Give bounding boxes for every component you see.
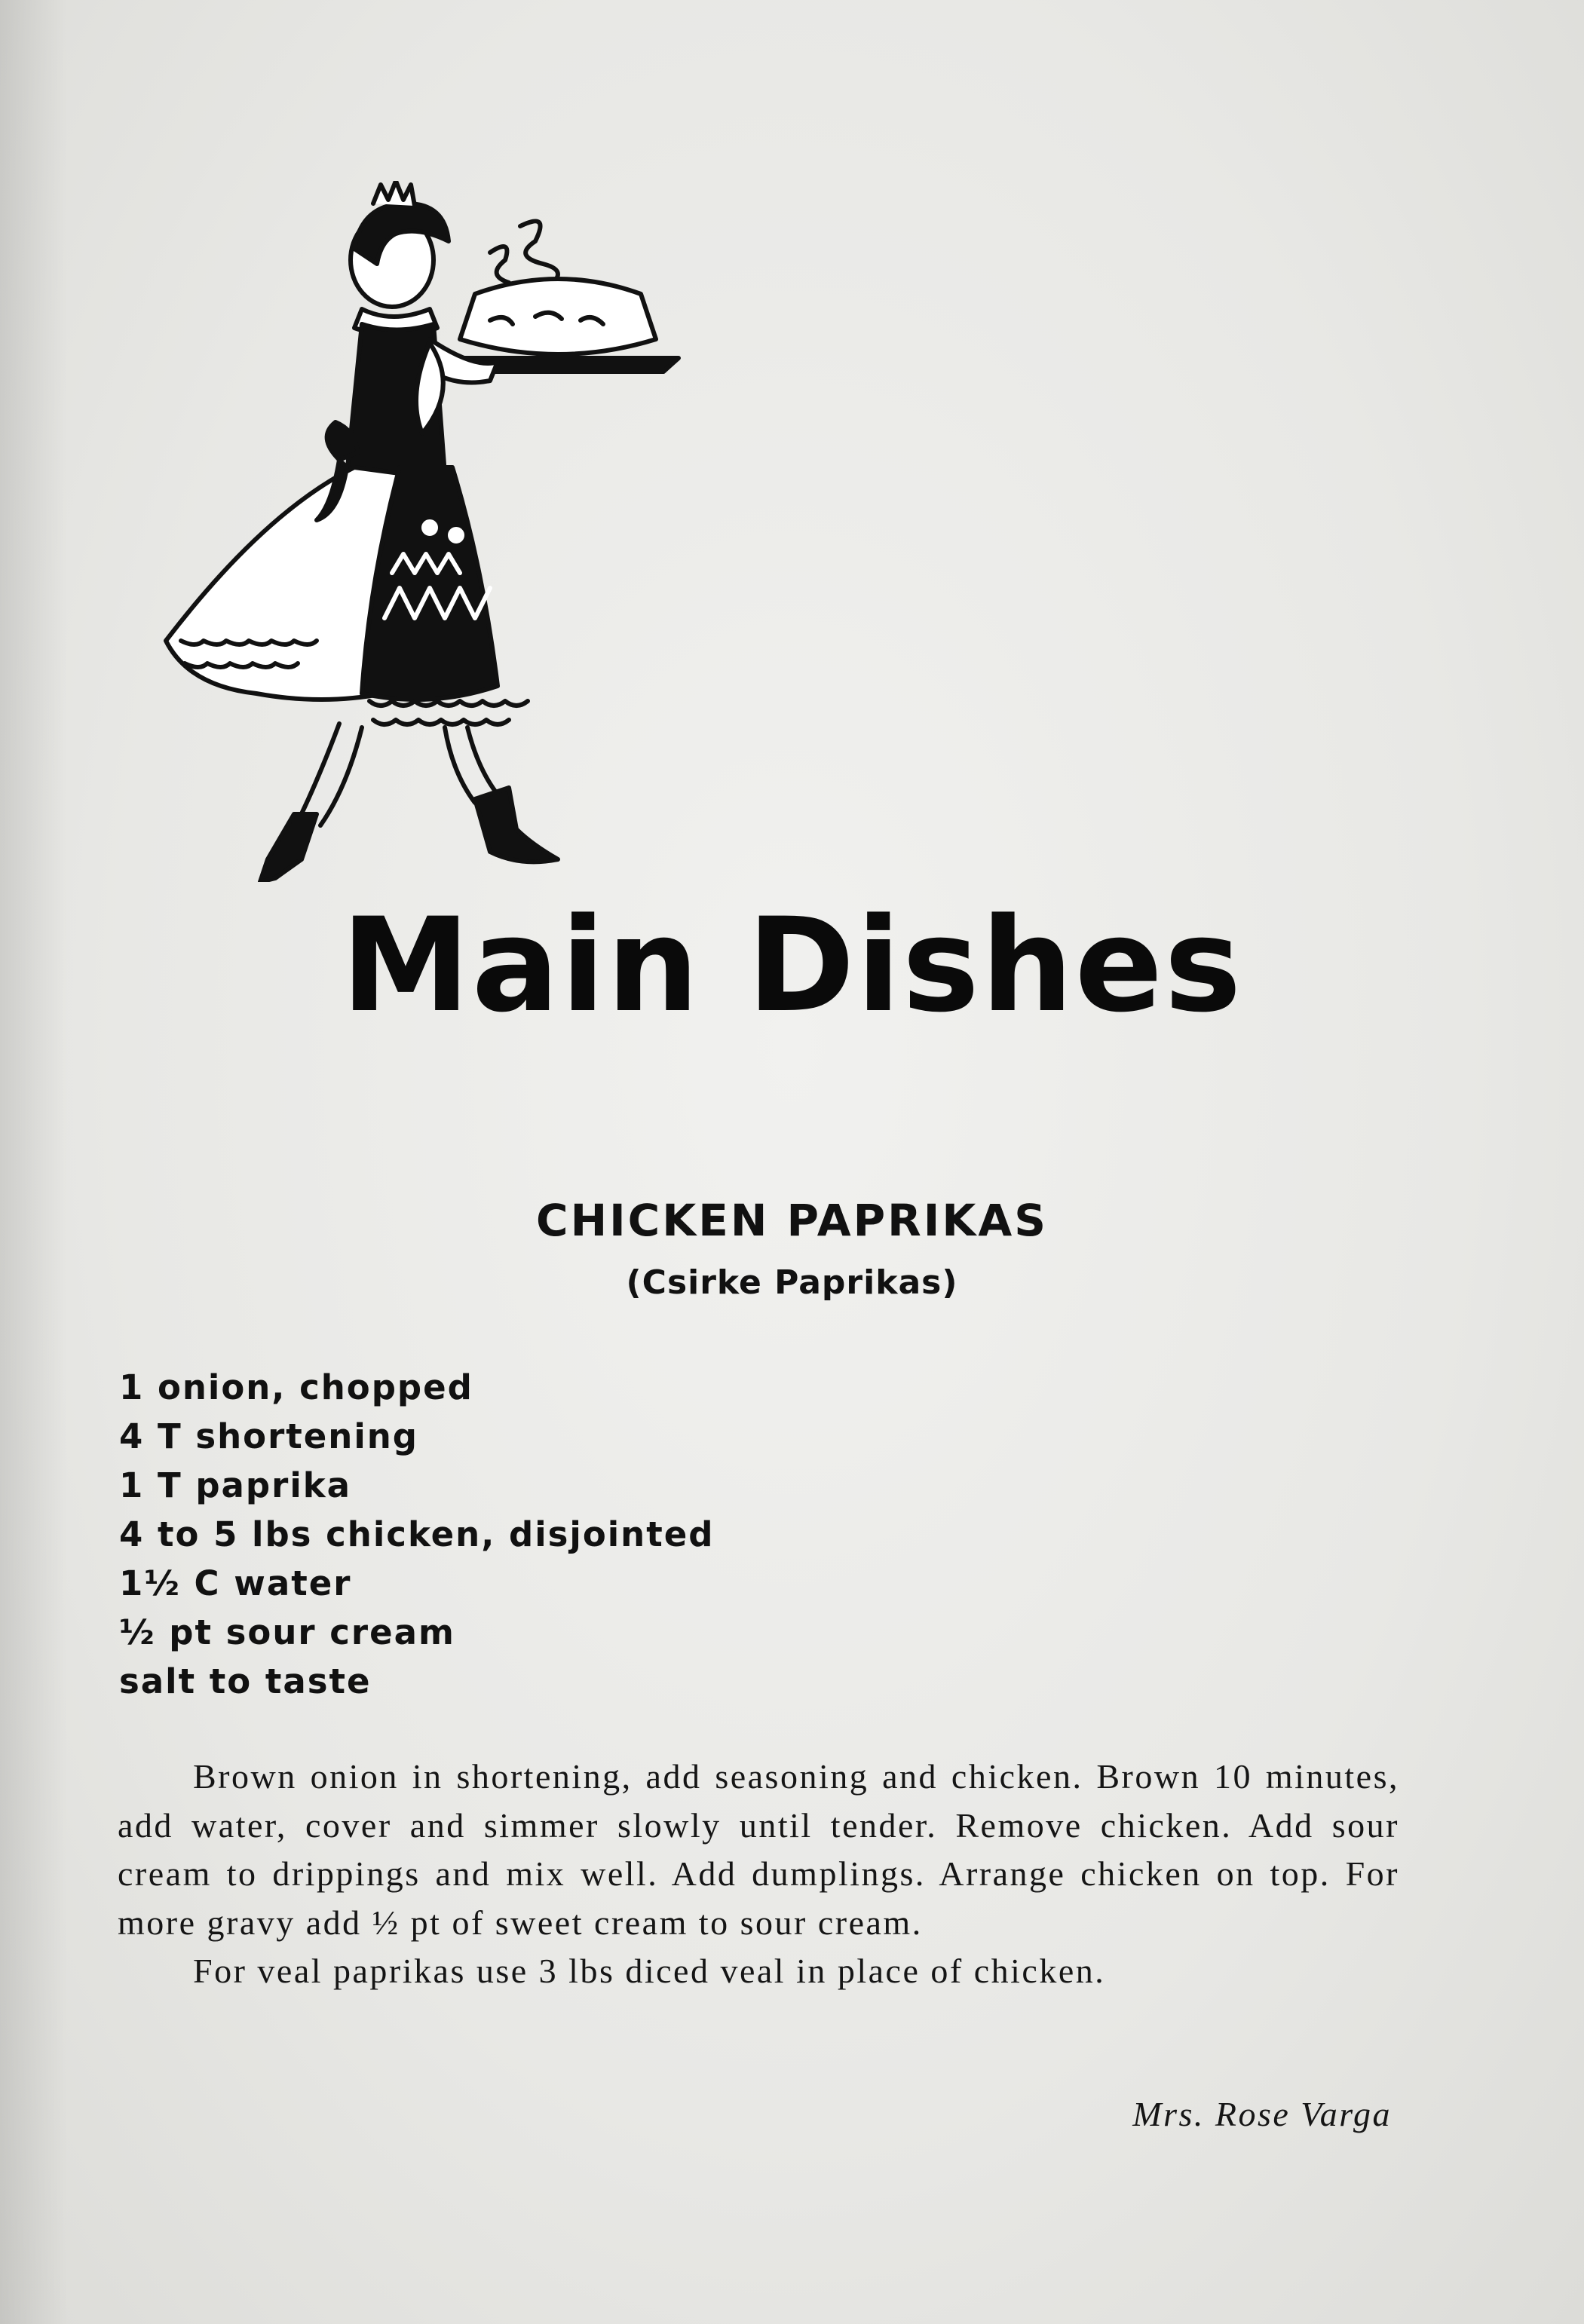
page-gutter-shadow [0, 0, 68, 2324]
recipe-author: Mrs. Rose Varga [1132, 2095, 1392, 2133]
ingredient-item: ½ pt sour cream [119, 1612, 455, 1652]
recipe-instructions [118, 1753, 1399, 1996]
recipe-title: CHICKEN PAPRIKAS [536, 1195, 1048, 1246]
instruction-paragraph: Brown onion in shortening, add seasoning and chicken. Brown 10 minutes, add water, cover and simmer slowly until tender. Remove chicken. Add sour cream to drippings and mix well. Add dumplings. Arrange chicken on top. For more gravy add ½ pt of sweet cream to sour cream. [118, 1757, 1399, 1942]
section-title: Main Dishes [341, 889, 1243, 1041]
ingredient-list [119, 1363, 714, 1706]
ingredient-item: salt to taste [119, 1661, 372, 1701]
ingredient-item: 4 to 5 lbs chicken, disjointed [119, 1514, 715, 1554]
woman-carrying-dish-illustration [113, 181, 716, 882]
instruction-paragraph: For veal paprikas use 3 lbs diced veal in place of chicken. [193, 1952, 1106, 1990]
ingredient-item: 1½ C water [119, 1563, 352, 1603]
ingredient-item: 1 onion, chopped [119, 1367, 473, 1407]
ingredient-item: 4 T shortening [119, 1416, 419, 1456]
recipe-subtitle: (Csirke Paprikas) [626, 1263, 958, 1302]
ingredient-item: 1 T paprika [119, 1465, 352, 1505]
